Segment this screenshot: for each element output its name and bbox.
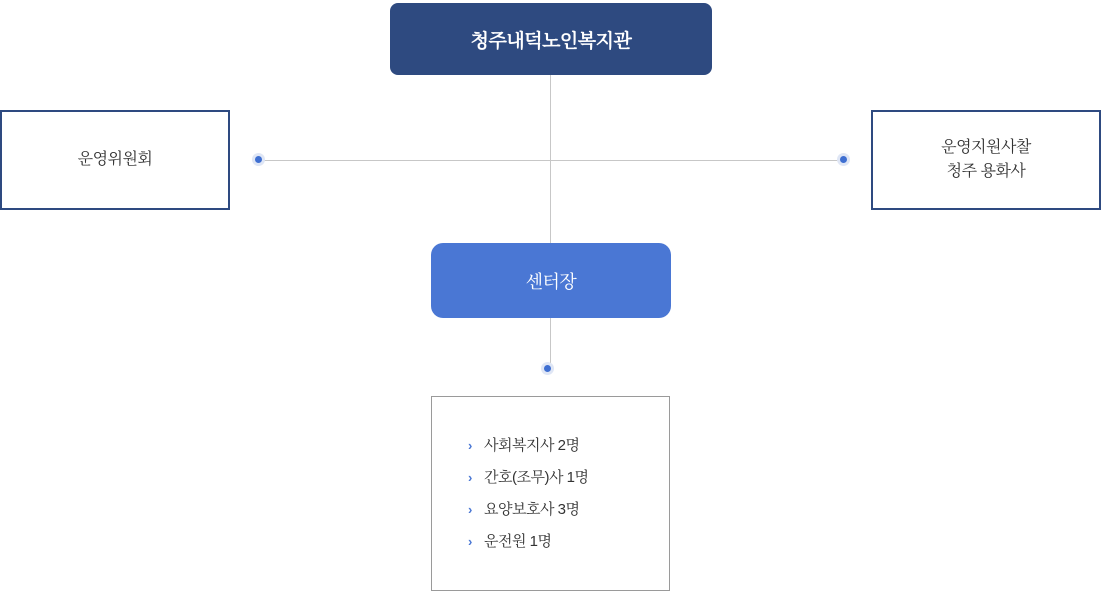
list-item xyxy=(468,526,669,558)
node-operating-committee[interactable] xyxy=(0,110,230,210)
list-item xyxy=(468,430,669,462)
chevron-right-icon: › xyxy=(468,501,472,517)
chevron-right-icon: › xyxy=(468,437,472,453)
staff-item-label: 요양보호사 3명 xyxy=(484,500,580,518)
node-center-director-label: 센터장 xyxy=(525,271,577,292)
staff-item-label: 사회복지사 2명 xyxy=(484,436,580,454)
staff-connector-dot xyxy=(541,362,554,375)
right-connector-dot xyxy=(837,153,850,166)
staff-item-label: 운전원 1명 xyxy=(484,532,552,550)
node-staff-list xyxy=(431,396,670,591)
left-connector-dot xyxy=(252,153,265,166)
node-support-temple-label-line2: 청주 용화사 xyxy=(946,163,1026,180)
chevron-right-icon: › xyxy=(468,533,472,549)
node-center-director[interactable] xyxy=(431,243,671,318)
chevron-right-icon: › xyxy=(468,469,472,485)
node-support-temple-label-line1: 운영지원사찰 xyxy=(941,139,1031,156)
trunk-line-vertical xyxy=(550,75,551,369)
list-item xyxy=(468,494,669,526)
node-top-organization[interactable] xyxy=(390,3,712,75)
node-top-label: 청주내덕노인복지관 xyxy=(470,30,632,52)
node-support-temple[interactable] xyxy=(871,110,1101,210)
list-item xyxy=(468,462,669,494)
staff-item-label: 간호(조무)사 1명 xyxy=(484,468,589,486)
node-operating-committee-label: 운영위원회 xyxy=(77,151,153,168)
horizontal-connector-line xyxy=(258,160,844,161)
